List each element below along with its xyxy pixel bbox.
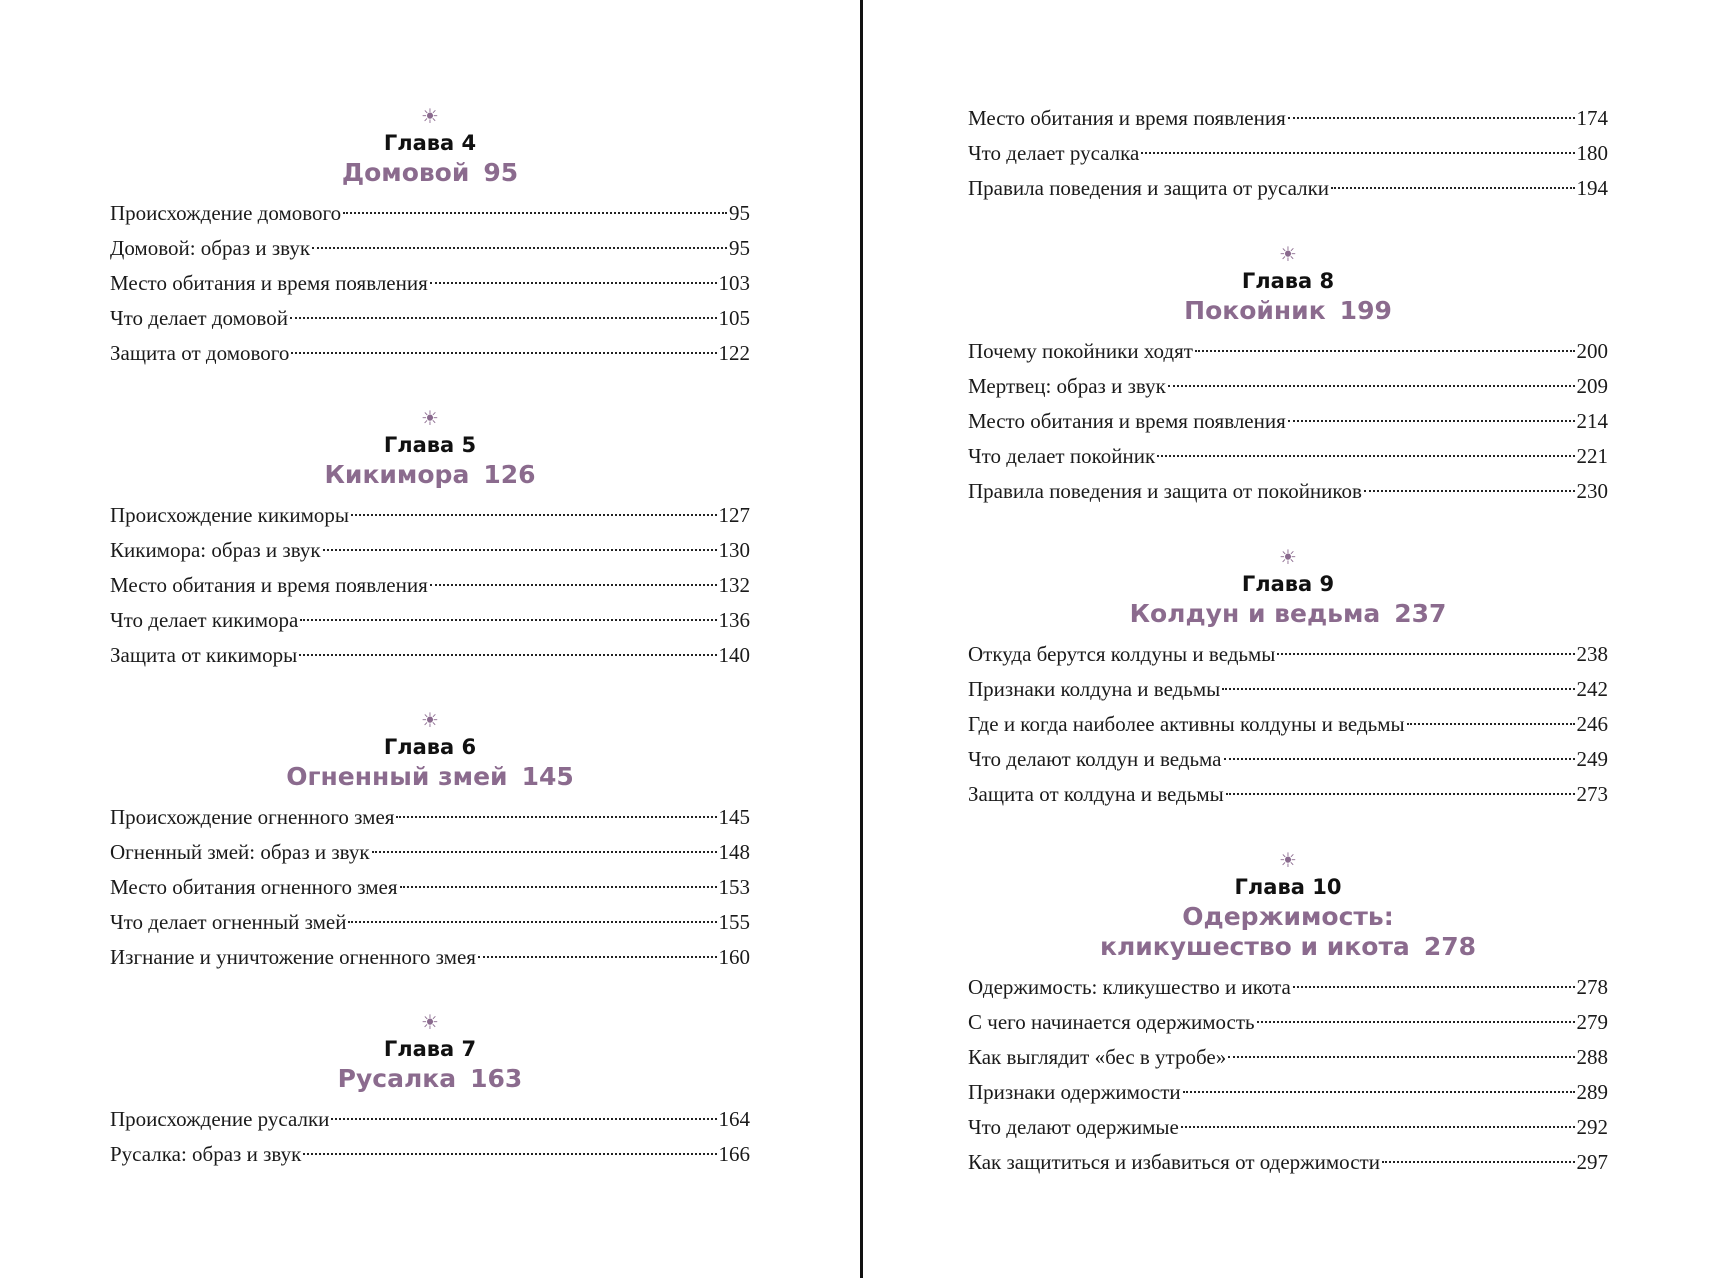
dot-leader: [1141, 152, 1574, 154]
toc-entry-title: Происхождение русалки: [110, 1107, 330, 1131]
dot-leader: [1407, 723, 1575, 725]
toc-entry-title: Место обитания и время появления: [110, 573, 428, 597]
chapter-page-number: 95: [483, 158, 519, 187]
dot-leader: [1181, 1126, 1575, 1128]
toc-entry-title: С чего начинается одержимость: [968, 1010, 1255, 1034]
toc-entry-page: 242: [1576, 677, 1608, 701]
dot-leader: [343, 212, 727, 214]
toc-entry[interactable]: [110, 336, 750, 371]
toc-entry[interactable]: [968, 1075, 1608, 1110]
toc-entry[interactable]: [968, 404, 1608, 439]
chapter-label: Глава 9: [1241, 572, 1335, 596]
toc-entry-title: Место обитания огненного змея: [110, 875, 398, 899]
toc-entry-page: 214: [1576, 409, 1608, 433]
dot-leader: [1382, 1161, 1575, 1163]
dot-leader: [1228, 1056, 1574, 1058]
toc-entry[interactable]: [110, 533, 750, 568]
toc-entry[interactable]: [110, 266, 750, 301]
toc-entry[interactable]: [110, 638, 750, 673]
spacer: [968, 206, 1608, 242]
toc-entry-page: 180: [1576, 141, 1608, 165]
toc-entry-title: Что делает русалка: [968, 141, 1140, 165]
toc-entry-title: Что делает покойник: [968, 444, 1156, 468]
chapter-title-text: Домовой: [341, 158, 470, 187]
chapter-title[interactable]: [110, 1064, 750, 1094]
toc-entry-title: Правила поведения и защита от русалки: [968, 176, 1330, 200]
ornament-icon: ☀: [421, 708, 439, 732]
dot-leader: [1331, 187, 1574, 189]
chapter-block-4: [110, 104, 750, 371]
chapter-title-text: Русалка: [337, 1064, 457, 1093]
toc-entry[interactable]: [110, 1102, 750, 1137]
toc-entry-page: 200: [1576, 339, 1608, 363]
toc-entry-page: 155: [718, 910, 750, 934]
dot-leader: [1288, 117, 1575, 119]
toc-entry-title: Изгнание и уничтожение огненного змея: [110, 945, 476, 969]
toc-entry-page: 145: [718, 805, 750, 829]
toc-entry-page: 103: [718, 271, 750, 295]
dot-leader: [291, 352, 716, 354]
chapter-label: Глава 10: [1234, 875, 1342, 899]
chapter-heading: [110, 1010, 750, 1094]
toc-entry-title: Русалка: образ и звук: [110, 1142, 302, 1166]
toc-entry-page: 160: [718, 945, 750, 969]
spacer: [968, 812, 1608, 848]
toc-entry-page: 194: [1576, 176, 1608, 200]
toc-entry-page: 105: [718, 306, 750, 330]
toc-entry-title: Признаки одержимости: [968, 1080, 1181, 1104]
toc-entry[interactable]: [110, 568, 750, 603]
chapter-title-text: Огненный змей: [286, 762, 508, 791]
toc-entry-page: 297: [1576, 1150, 1608, 1174]
toc-entry[interactable]: [968, 637, 1608, 672]
chapter-page-number: 278: [1423, 932, 1476, 961]
toc-entry-title: Огненный змей: образ и звук: [110, 840, 370, 864]
toc-entry-title: Место обитания и время появления: [110, 271, 428, 295]
dot-leader: [1168, 385, 1575, 387]
toc-entry-page: 279: [1576, 1010, 1608, 1034]
toc-entry-page: 166: [718, 1142, 750, 1166]
dot-leader: [1222, 688, 1574, 690]
ornament-icon: ☀: [421, 1010, 439, 1034]
toc-entry-title: Что делает огненный змей: [110, 910, 347, 934]
chapter-label: Глава 5: [383, 433, 477, 457]
chapter-heading: [968, 848, 1608, 962]
toc-column-right: [968, 101, 1608, 1180]
toc-entry-page: 148: [718, 840, 750, 864]
dot-leader: [1183, 1091, 1575, 1093]
chapter-title-text: Покойник: [1184, 296, 1326, 325]
toc-entry-title: Домовой: образ и звук: [110, 236, 311, 260]
toc-entry-title: Кикимора: образ и звук: [110, 538, 321, 562]
chapter-heading: [110, 406, 750, 490]
toc-entry-page: 174: [1576, 106, 1608, 130]
dot-leader: [1277, 653, 1574, 655]
toc-entry-title: Что делает домовой: [110, 306, 288, 330]
toc-entry-list: [110, 498, 750, 673]
toc-entry-title: Одержимость: кликушество и икота: [968, 975, 1291, 999]
chapter-page-number: 126: [483, 460, 536, 489]
dot-leader: [372, 851, 717, 853]
ornament-icon: ☀: [421, 104, 439, 128]
dot-leader: [331, 1118, 716, 1120]
dot-leader: [312, 247, 727, 249]
chapter-label: Глава 4: [383, 131, 477, 155]
toc-entry-page: 164: [718, 1107, 750, 1131]
chapter-title[interactable]: [968, 599, 1608, 629]
toc-entry[interactable]: [110, 498, 750, 533]
dot-leader: [1257, 1021, 1575, 1023]
dot-leader: [323, 549, 717, 551]
right-page: [868, 0, 1716, 1278]
toc-entry[interactable]: [968, 970, 1608, 1005]
dot-leader: [290, 317, 717, 319]
toc-entry-title: Что делают колдун и ведьма: [968, 747, 1222, 771]
toc-entry[interactable]: [968, 171, 1608, 206]
toc-entry-page: 288: [1576, 1045, 1608, 1069]
toc-entry[interactable]: [968, 369, 1608, 404]
ornament-icon: ☀: [1279, 545, 1297, 569]
toc-entry-title: Что делает кикимора: [110, 608, 299, 632]
chapter-block-10: [968, 848, 1608, 1180]
toc-entry-title: Происхождение домового: [110, 201, 342, 225]
dot-leader: [1226, 793, 1575, 795]
toc-entry-title: Защита от домового: [110, 341, 290, 365]
ornament-icon: ☀: [421, 406, 439, 430]
dot-leader: [300, 619, 716, 621]
dot-leader: [396, 816, 716, 818]
toc-entry-title: Где и когда наиболее активны колдуны и ведьмы: [968, 712, 1405, 736]
ornament-icon: ☀: [1279, 242, 1297, 266]
toc-entry[interactable]: [110, 1137, 750, 1172]
chapter-title[interactable]: [110, 762, 750, 792]
chapter-block-7: [110, 1010, 750, 1172]
toc-entry[interactable]: [968, 742, 1608, 777]
chapter-title-text: кликушество и икота: [1099, 932, 1410, 961]
toc-entry-title: Защита от колдуна и ведьмы: [968, 782, 1224, 806]
chapter-page-number: 145: [521, 762, 574, 791]
toc-entry[interactable]: [110, 196, 750, 231]
spacer: [110, 673, 750, 708]
chapter-title-line-2[interactable]: [968, 932, 1608, 962]
toc-entry-page: 136: [718, 608, 750, 632]
toc-entry-page: 95: [729, 201, 750, 225]
toc-entry-title: Признаки колдуна и ведьмы: [968, 677, 1221, 701]
chapter-title-line-1[interactable]: Одержимость:: [1182, 902, 1394, 931]
dot-leader: [430, 282, 717, 284]
toc-entry-title: Правила поведения и защита от покойников: [968, 479, 1362, 503]
chapter-title[interactable]: [110, 460, 750, 490]
dot-leader: [1293, 986, 1575, 988]
toc-entry-page: 140: [718, 643, 750, 667]
chapter-block-8: [968, 242, 1608, 509]
toc-entry[interactable]: [968, 334, 1608, 369]
toc-entry[interactable]: [968, 474, 1608, 509]
chapter-label: Глава 7: [383, 1037, 477, 1061]
chapter-title[interactable]: [110, 158, 750, 188]
toc-entry-page: 153: [718, 875, 750, 899]
chapter-page-number: 163: [470, 1064, 523, 1093]
toc-entry[interactable]: [110, 301, 750, 336]
chapter-block-6: [110, 708, 750, 975]
toc-entry[interactable]: [968, 101, 1608, 136]
toc-entry-title: Почему покойники ходят: [968, 339, 1193, 363]
toc-entry-page: 278: [1576, 975, 1608, 999]
chapter-heading: [968, 545, 1608, 629]
toc-entry-page: 292: [1576, 1115, 1608, 1139]
dot-leader: [303, 1153, 716, 1155]
toc-entry[interactable]: [968, 136, 1608, 171]
dot-leader: [1157, 455, 1574, 457]
dot-leader: [1195, 350, 1575, 352]
toc-entry-title: Защита от кикиморы: [110, 643, 298, 667]
toc-entry-page: 132: [718, 573, 750, 597]
toc-entry[interactable]: [110, 603, 750, 638]
toc-entry-title: Место обитания и время появления: [968, 409, 1286, 433]
toc-entry[interactable]: [968, 1040, 1608, 1075]
dot-leader: [1224, 758, 1575, 760]
chapter-title-text: Кикимора: [324, 460, 470, 489]
toc-entry[interactable]: [968, 777, 1608, 812]
dot-leader: [400, 886, 717, 888]
toc-entry-page: 122: [718, 341, 750, 365]
dot-leader: [348, 921, 716, 923]
toc-entry-title: Происхождение кикиморы: [110, 503, 349, 527]
chapter-heading: [968, 242, 1608, 326]
dot-leader: [430, 584, 717, 586]
toc-entry-page: 249: [1576, 747, 1608, 771]
toc-entry[interactable]: [110, 870, 750, 905]
ornament-icon: ☀: [1279, 848, 1297, 872]
chapter-page-number: 237: [1394, 599, 1447, 628]
toc-entry-list: [968, 970, 1608, 1180]
toc-entry-page: 246: [1576, 712, 1608, 736]
toc-entry-page: 221: [1576, 444, 1608, 468]
dot-leader: [1288, 420, 1575, 422]
toc-entry-list: [110, 1102, 750, 1172]
toc-entry-page: 238: [1576, 642, 1608, 666]
chapter-block-5: [110, 406, 750, 673]
toc-entry-title: Мертвец: образ и звук: [968, 374, 1166, 398]
toc-entry[interactable]: [968, 1145, 1608, 1180]
toc-entry-title: Откуда берутся колдуны и ведьмы: [968, 642, 1276, 666]
toc-entry[interactable]: [968, 707, 1608, 742]
toc-entry-list: [968, 637, 1608, 812]
dot-leader: [478, 956, 717, 958]
chapter-title[interactable]: [968, 296, 1608, 326]
toc-entry[interactable]: [110, 940, 750, 975]
toc-entry-title: Место обитания и время появления: [968, 106, 1286, 130]
toc-entry[interactable]: [968, 1005, 1608, 1040]
chapter-label: Глава 6: [383, 735, 477, 759]
toc-entry[interactable]: [110, 835, 750, 870]
toc-entry[interactable]: [110, 231, 750, 266]
toc-entry[interactable]: [968, 439, 1608, 474]
dot-leader: [1364, 490, 1575, 492]
toc-entry-list-continued: [968, 101, 1608, 206]
chapter-heading: [110, 104, 750, 188]
spine-divider: [860, 0, 863, 1278]
toc-entry[interactable]: [110, 800, 750, 835]
spacer: [968, 509, 1608, 545]
toc-entry-title: Что делают одержимые: [968, 1115, 1179, 1139]
toc-entry-page: 95: [729, 236, 750, 260]
toc-entry-list: [110, 800, 750, 975]
spacer: [110, 975, 750, 1010]
toc-entry-list: [968, 334, 1608, 509]
dot-leader: [299, 654, 716, 656]
toc-entry-title: Как защититься и избавиться от одержимости: [968, 1150, 1380, 1174]
toc-entry-title: Как выглядит «бес в утробе»: [968, 1045, 1227, 1069]
toc-entry-page: 230: [1576, 479, 1608, 503]
toc-entry-page: 130: [718, 538, 750, 562]
toc-entry-page: 209: [1576, 374, 1608, 398]
toc-entry-page: 289: [1576, 1080, 1608, 1104]
toc-entry-page: 127: [718, 503, 750, 527]
chapter-heading: [110, 708, 750, 792]
spacer: [110, 371, 750, 406]
chapter-title-text: Колдун и ведьма: [1129, 599, 1381, 628]
chapter-page-number: 199: [1339, 296, 1392, 325]
chapter-label: Глава 8: [1241, 269, 1335, 293]
toc-entry-page: 273: [1576, 782, 1608, 806]
dot-leader: [351, 514, 717, 516]
toc-entry-title: Происхождение огненного змея: [110, 805, 395, 829]
toc-entry[interactable]: [968, 1110, 1608, 1145]
toc-entry[interactable]: [968, 672, 1608, 707]
toc-entry-list: [110, 196, 750, 371]
toc-entry[interactable]: [110, 905, 750, 940]
toc-column-left: [110, 104, 750, 1172]
chapter-block-9: [968, 545, 1608, 812]
